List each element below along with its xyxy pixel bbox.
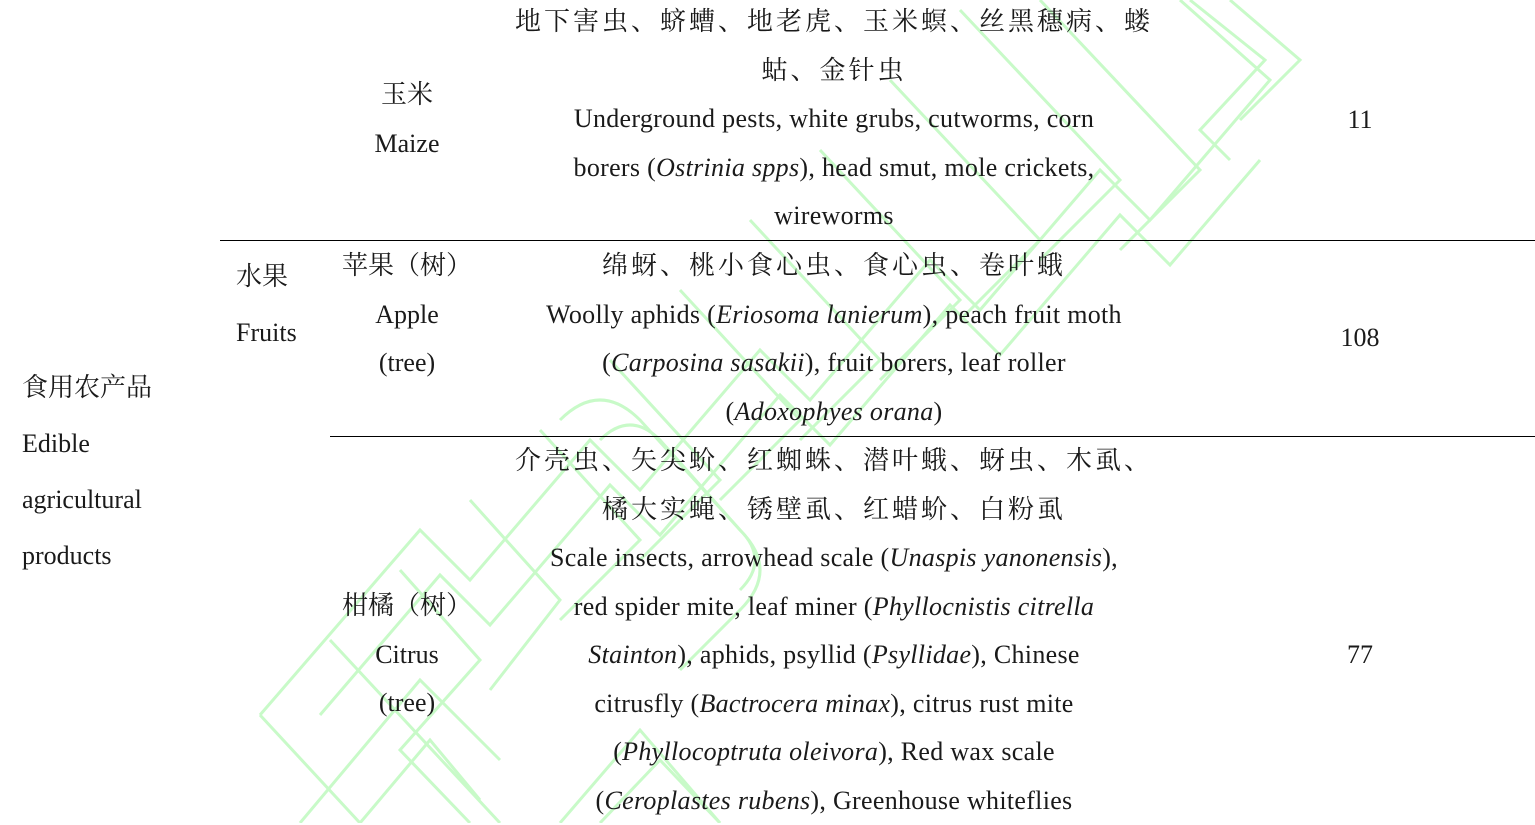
pests-cn-line: 地下害虫、蛴螬、地老虎、玉米螟、丝黑穗病、蝼 [493, 0, 1175, 47]
pest-text: ), Greenhouse whiteflies [810, 786, 1072, 815]
crop-cell-apple [332, 242, 482, 388]
pest-text: ), head smut, mole crickets, [799, 153, 1094, 182]
crop-en: Apple [332, 291, 482, 340]
pests-cn-line: 蛄、金针虫 [493, 47, 1175, 96]
pests-en-line [493, 291, 1175, 340]
pest-text: red spider mite, leaf miner ( [574, 592, 873, 621]
pest-text: ), fruit borers, leaf roller [805, 348, 1066, 377]
category-cn: 食用农产品 [22, 360, 152, 416]
crop-cn: 玉米 [332, 71, 482, 120]
crop-en: Maize [332, 120, 482, 169]
pests-en-line [493, 95, 1175, 144]
crop-cn: 柑橘（树） [332, 582, 482, 631]
pest-text: Scale insects, arrowhead scale ( [550, 543, 890, 572]
pest-text: ), Red wax scale [878, 737, 1055, 766]
pests-cell-citrus [493, 437, 1175, 825]
category-cell [22, 360, 152, 584]
crop-cell-citrus [332, 582, 482, 728]
pest-text: ( [613, 737, 622, 766]
pests-en-line [493, 680, 1175, 729]
pest-text: ( [726, 397, 735, 426]
species-name: Phyllocnistis citrella [873, 592, 1095, 621]
species-name: Unaspis yanonensis [890, 543, 1103, 572]
pest-text: ), [1102, 543, 1118, 572]
subcategory-cn: 水果 [236, 249, 297, 305]
species-name: Bactrocera minax [699, 689, 890, 718]
species-name: Carposina sasakii [611, 348, 805, 377]
pest-text: citrusfly ( [594, 689, 699, 718]
pest-text: ( [596, 786, 605, 815]
species-name: Eriosoma lanierum [716, 300, 923, 329]
pest-text: ( [602, 348, 611, 377]
pests-en-line [493, 388, 1175, 437]
crop-en: Citrus [332, 631, 482, 680]
species-name: Adoxophyes orana [734, 397, 933, 426]
species-name: Ceroplastes rubens [604, 786, 810, 815]
pest-text: ), citrus rust mite [890, 689, 1073, 718]
pest-text: ), Chinese [971, 640, 1079, 669]
species-name: Phyllocoptruta oleivora [622, 737, 878, 766]
subcategory-en: Fruits [236, 305, 297, 361]
pest-text: borers ( [574, 153, 657, 182]
crop-cell-maize [332, 71, 482, 168]
category-en-line: agricultural [22, 472, 152, 528]
pests-cn-line: 橘大实蝇、锈壁虱、红蜡蚧、白粉虱 [493, 486, 1175, 535]
pests-en-line [493, 144, 1175, 193]
pests-en-line [493, 631, 1175, 680]
pest-text: ), peach fruit moth [923, 300, 1122, 329]
species-name: Ostrinia spps [656, 153, 799, 182]
pests-cn-line: 绵蚜、桃小食心虫、食心虫、卷叶蛾 [493, 242, 1175, 291]
species-name: Stainton [588, 640, 677, 669]
crop-en: (tree) [332, 339, 482, 388]
species-name: Psyllidae [872, 640, 971, 669]
count-cell-apple: 108 [1190, 314, 1530, 362]
pests-en-line [493, 777, 1175, 825]
pest-text: ) [934, 397, 943, 426]
pests-en-line [493, 728, 1175, 777]
pests-en-line [493, 192, 1175, 241]
pest-text: Underground pests, white grubs, cutworms, corn [574, 104, 1094, 133]
crop-en: (tree) [332, 679, 482, 728]
pests-cell-apple [493, 242, 1175, 436]
pests-cell-maize [493, 0, 1175, 241]
count-cell-maize: 11 [1190, 96, 1530, 144]
category-en-line: products [22, 528, 152, 584]
pests-en-line [493, 583, 1175, 632]
pest-text: wireworms [774, 201, 894, 230]
count-cell-citrus: 77 [1190, 631, 1530, 679]
category-en-line: Edible [22, 416, 152, 472]
pest-text: Woolly aphids ( [546, 300, 716, 329]
crop-cn: 苹果（树） [332, 242, 482, 291]
subcategory-cell-fruits [236, 249, 297, 361]
pests-en-line [493, 339, 1175, 388]
pest-text: ), aphids, psyllid ( [677, 640, 872, 669]
pests-en-line [493, 534, 1175, 583]
pests-cn-line: 介壳虫、矢尖蚧、红蜘蛛、潜叶蛾、蚜虫、木虱、 [493, 437, 1175, 486]
